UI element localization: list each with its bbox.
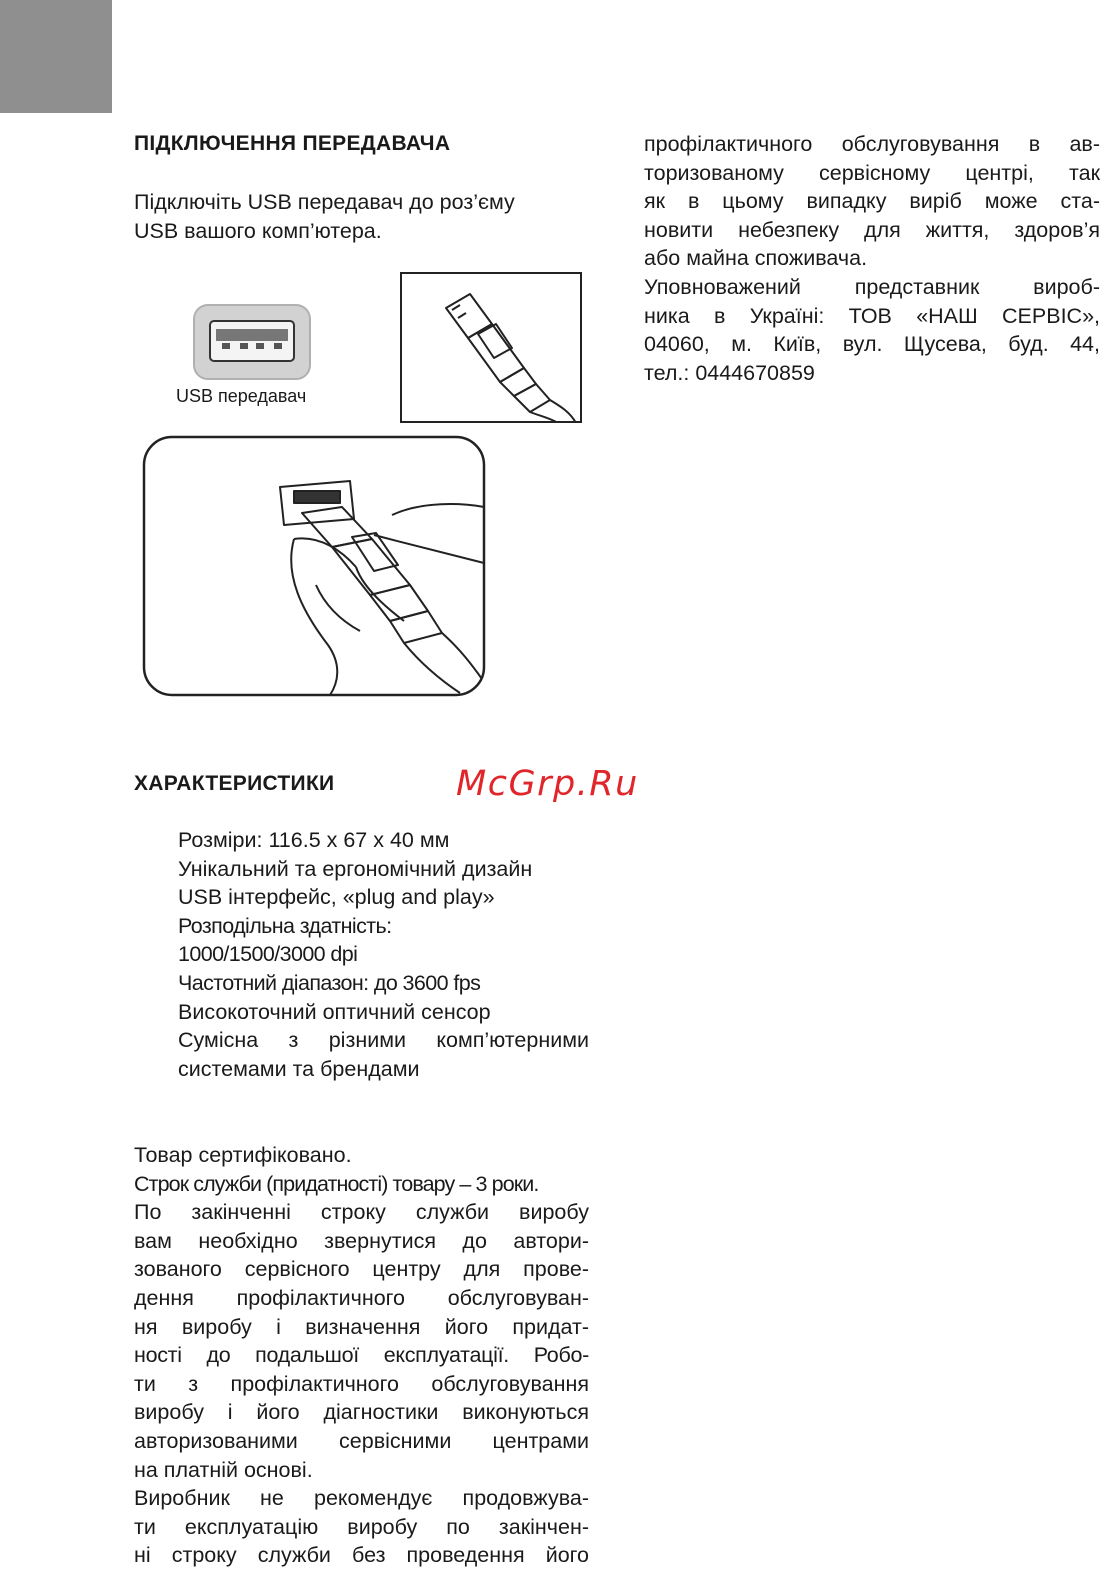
- continuation-line: або майна споживача.: [644, 246, 868, 271]
- service-line: ти експлуатацію виробу по закінчен-: [134, 1514, 589, 1539]
- connection-line: Підключіть USB передавач до роз’єму: [134, 190, 515, 214]
- service-line: авторизованими сервісними центрами: [134, 1428, 589, 1453]
- continuation-line: торизованому сервісному центрі, так: [644, 160, 1100, 185]
- continuation-line: 04060, м. Київ, вул. Щусева, буд. 44,: [644, 332, 1100, 357]
- spec-item: Високоточний оптичний сенсор: [178, 999, 491, 1024]
- service-line: Строк служби (придатності) товару – 3 роки.: [134, 1171, 539, 1196]
- continuation-line: ника в Україні: ТОВ «НАШ СЕРВІС»,: [644, 303, 1100, 328]
- service-line: виробу і його діагностики виконуються: [134, 1400, 589, 1425]
- continuation-line: як в цьому випадку виріб може ста-: [644, 189, 1100, 214]
- spec-item: Розподільна здатність:: [178, 913, 392, 938]
- service-line: ти з профілактичного обслуговування: [134, 1371, 589, 1396]
- spec-item: USB інтерфейс, «plug and play»: [178, 885, 495, 910]
- corner-tab: [0, 0, 112, 113]
- service-line: Виробник не рекомендує продовжува-: [134, 1486, 589, 1511]
- usb-port-icon: [192, 303, 312, 381]
- continuation-text: [644, 130, 1100, 387]
- service-line: зованого сервісного центру для прове-: [134, 1257, 589, 1282]
- spec-item: системами та брендами: [178, 1056, 420, 1081]
- spec-item: 1000/1500/3000 dpi: [178, 942, 358, 967]
- watermark: McGrp.Ru: [456, 764, 639, 804]
- service-text: [134, 1141, 589, 1570]
- spec-item: Частотний діапазон: до 3600 fps: [178, 970, 481, 995]
- connection-text: [134, 188, 589, 245]
- spec-item: Унікальний та ергономічний дизайн: [178, 856, 533, 881]
- usb-plug-icon: [400, 272, 582, 423]
- service-line: По закінченні строку служби виробу: [134, 1200, 589, 1225]
- service-line: ня виробу і визначення його придат-: [134, 1314, 589, 1339]
- service-line: Товар сертифіковано.: [134, 1143, 352, 1167]
- continuation-line: профілактичного обслуговування в ав-: [644, 132, 1100, 156]
- service-line: ні строку служби без проведення його: [134, 1543, 589, 1568]
- spec-item: Сумісна з різними комп’ютерними: [178, 1028, 589, 1053]
- continuation-line: Уповноважений представник вироб-: [644, 274, 1100, 299]
- service-line: дення профілактичного обслуговуван-: [134, 1285, 589, 1310]
- service-line: вам необхідно звернутися до автори-: [134, 1228, 589, 1253]
- service-line: ності до подальшої експлуатації. Робо-: [134, 1343, 589, 1368]
- spec-item: Розміри: 116.5 х 67 х 40 мм: [178, 828, 450, 852]
- specs-list: [178, 826, 589, 1083]
- continuation-line: новити небезпеку для життя, здоров’я: [644, 217, 1100, 242]
- connection-line: USB вашого комп’ютера.: [134, 218, 382, 243]
- service-line: на платній основі.: [134, 1457, 313, 1482]
- specs-heading: ХАРАКТЕРИСТИКИ: [134, 772, 335, 795]
- connection-heading: ПІДКЛЮЧЕННЯ ПЕРЕДАВАЧА: [134, 132, 451, 155]
- usb-caption: USB передавач: [176, 386, 307, 406]
- continuation-line: тел.: 0444670859: [644, 360, 815, 385]
- usb-insertion-illustration: [142, 435, 486, 697]
